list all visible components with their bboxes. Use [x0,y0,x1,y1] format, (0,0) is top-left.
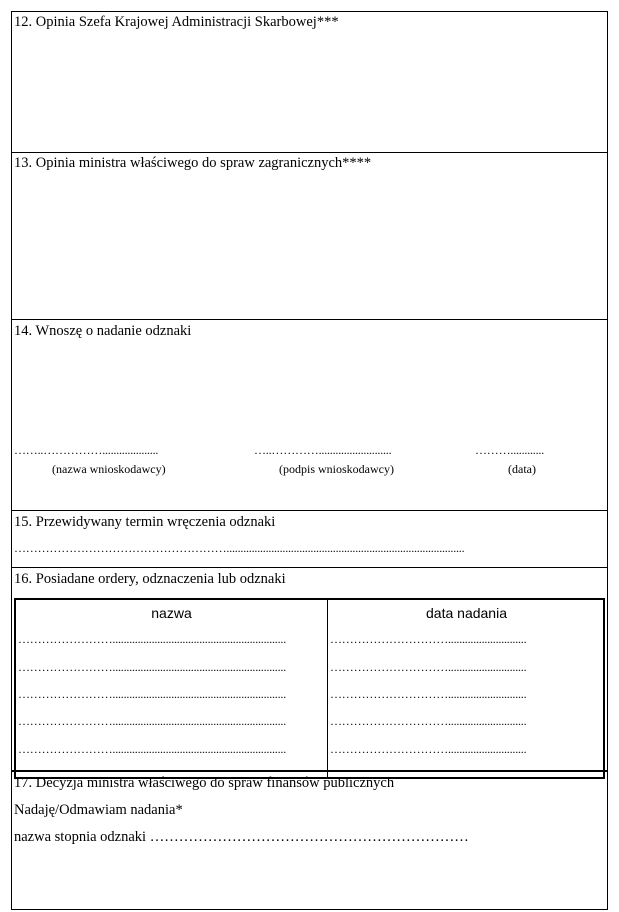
table-row-4-name[interactable]: …………………….............................................................. [18,715,287,727]
applicant-signature-field[interactable]: …..………….......................... [254,444,392,456]
date-caption: (data) [508,462,536,476]
table-column-divider [327,600,328,777]
table-row-5-date[interactable]: …………………………............................ [330,743,527,755]
table-row-4-date[interactable]: …………………………............................ [330,715,527,727]
decoration-application-form [11,11,608,910]
applicant-name-caption: (nazwa wnioskodawcy) [52,462,166,476]
section-14-request [12,319,607,510]
table-row-2-date[interactable]: …………………………............................ [330,661,527,673]
column-header-name: nazwa [151,605,192,621]
applicant-signature-caption: (podpis wnioskodawcy) [279,462,394,476]
table-row-2-name[interactable]: …………………….............................................................. [18,661,287,673]
section-15-heading: 15. Przewidywany termin wręczenia odznaki [14,514,276,530]
decorations-table [14,598,605,779]
section-13-heading: 13. Opinia ministra właściwego do spraw zagranicznych**** [14,155,372,171]
table-row-1-date[interactable]: …………………………............................ [330,633,527,645]
presentation-date-field[interactable]: ………………………………………………..................................................................................... [14,542,465,554]
date-field[interactable]: ………............ [475,444,545,456]
column-header-award-date: data nadania [426,605,507,621]
section-15-presentation-date [12,510,607,567]
table-row-1-name[interactable]: …………………….............................................................. [18,633,287,645]
applicant-name-field[interactable]: ……..…………….................... [14,444,159,456]
table-row-3-name[interactable]: …………………….............................................................. [18,688,287,700]
section-12-heading: 12. Opinia Szefa Krajowej Administracji Skarbowej*** [14,14,339,30]
table-row-3-date[interactable]: …………………………............................ [330,688,527,700]
decoration-degree-name-field[interactable]: nazwa stopnia odznaki ………………………………………………………… [14,829,469,845]
decision-grant-refuse: Nadaję/Odmawiam nadania* [14,802,183,818]
section-16-heading: 16. Posiadane ordery, odznaczenia lub odznaki [14,571,286,587]
table-row-5-name[interactable]: …………………….............................................................. [18,743,287,755]
section-17-minister-decision [12,770,607,909]
section-14-heading: 14. Wnoszę o nadanie odznaki [14,323,192,339]
section-13-opinion-foreign-minister [12,152,607,320]
section-12-opinion-kas [12,12,607,152]
section-17-heading: 17. Decyzja ministra właściwego do spraw finansów publicznych [14,775,395,791]
